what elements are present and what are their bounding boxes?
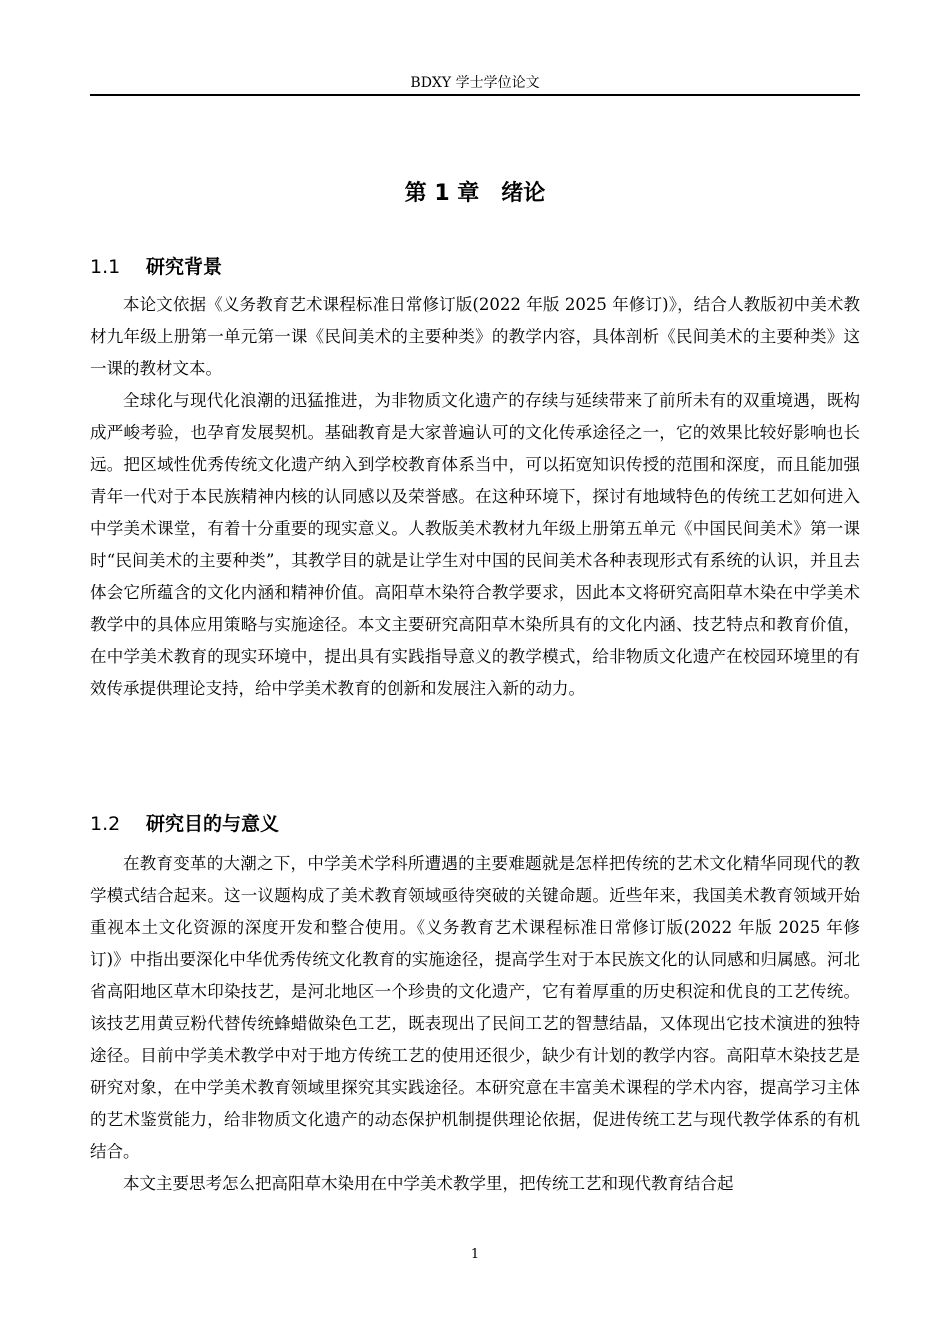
paragraph: 本文主要思考怎么把高阳草木染用在中学美术教学里，把传统工艺和现代教育结合起	[123, 1174, 734, 1193]
running-header: BDXY 学士学位论文	[410, 75, 540, 91]
chapter-title: 第 1 章 绪论	[404, 181, 546, 206]
section-title: 研究目的与意义	[146, 813, 280, 835]
section-heading-1-1	[90, 253, 860, 281]
section-number: 1.2	[90, 813, 121, 835]
section-body-1-1	[90, 289, 860, 705]
section-number: 1.1	[90, 256, 121, 278]
page-number: 1	[470, 1247, 480, 1262]
section-body-1-2	[90, 848, 860, 1200]
section-title: 研究背景	[146, 256, 223, 278]
paragraph: 本论文依据《义务教育艺术课程标准日常修订版(2022 年版 2025 年修订)》，结合人教版初中美术教材九年级上册第一单元第一课《民间美术的主要种类》的教学内容，具体剖析《民间美术的主要种类》这一课的教材文本。	[90, 295, 860, 378]
section-heading-1-2	[90, 810, 860, 838]
paragraph: 在教育变革的大潮之下，中学美术学科所遭遇的主要难题就是怎样把传统的艺术文化精华同现代的教学模式结合起来。这一议题构成了美术教育领域亟待突破的关键命题。近些年来，我国美术教育领域开始重视本土文化资源的深度开发和整合使用。《义务教育艺术课程标准日常修订版(2022 年版 2025 年修订)》中指出要深化中华优秀传统文化教育的实施途径，提高学生对于本民族文化的认同感和归属感。河北省高阳地区草木印染技艺，是河北地区一个珍贵的文化遗产，它有着厚重的历史积淀和优良的工艺传统。该技艺用黄豆粉代替传统蜂蜡做染色工艺，既表现出了民间工艺的智慧结晶，又体现出它技术演进的独特途径。目前中学美术教学中对于地方传统工艺的使用还很少，缺少有计划的教学内容。高阳草木染技艺是研究对象，在中学美术教育领域里探究其实践途径。本研究意在丰富美术课程的学术内容，提高学习主体的艺术鉴赏能力，给非物质文化遗产的动态保护机制提供理论依据，促进传统工艺与现代教学体系的有机结合。	[90, 854, 860, 1161]
paragraph: 全球化与现代化浪潮的迅猛推进，为非物质文化遗产的存续与延续带来了前所未有的双重境遇，既构成严峻考验，也孕育发展契机。基础教育是大家普遍认可的文化传承途径之一，它的效果比较好影响也长远。把区域性优秀传统文化遗产纳入到学校教育体系当中，可以拓宽知识传授的范围和深度，而且能加强青年一代对于本民族精神内核的认同感以及荣誉感。在这种环境下，探讨有地域特色的传统工艺如何进入中学美术课堂，有着十分重要的现实意义。人教版美术教材九年级上册第五单元《中国民间美术》第一课时“民间美术的主要种类”，其教学目的就是让学生对中国的民间美术各种表现形式有系统的认识，并且去体会它所蕴含的文化内涵和精神价值。高阳草木染符合教学要求，因此本文将研究高阳草木染在中学美术教学中的具体应用策略与实施途径。本文主要研究高阳草木染所具有的文化内涵、技艺特点和教育价值，在中学美术教育的现实环境中，提出具有实践指导意义的教学模式，给非物质文化遗产在校园环境里的有效传承提供理论支持，给中学美术教育的创新和发展注入新的动力。	[90, 391, 860, 698]
header-rule	[90, 94, 860, 96]
